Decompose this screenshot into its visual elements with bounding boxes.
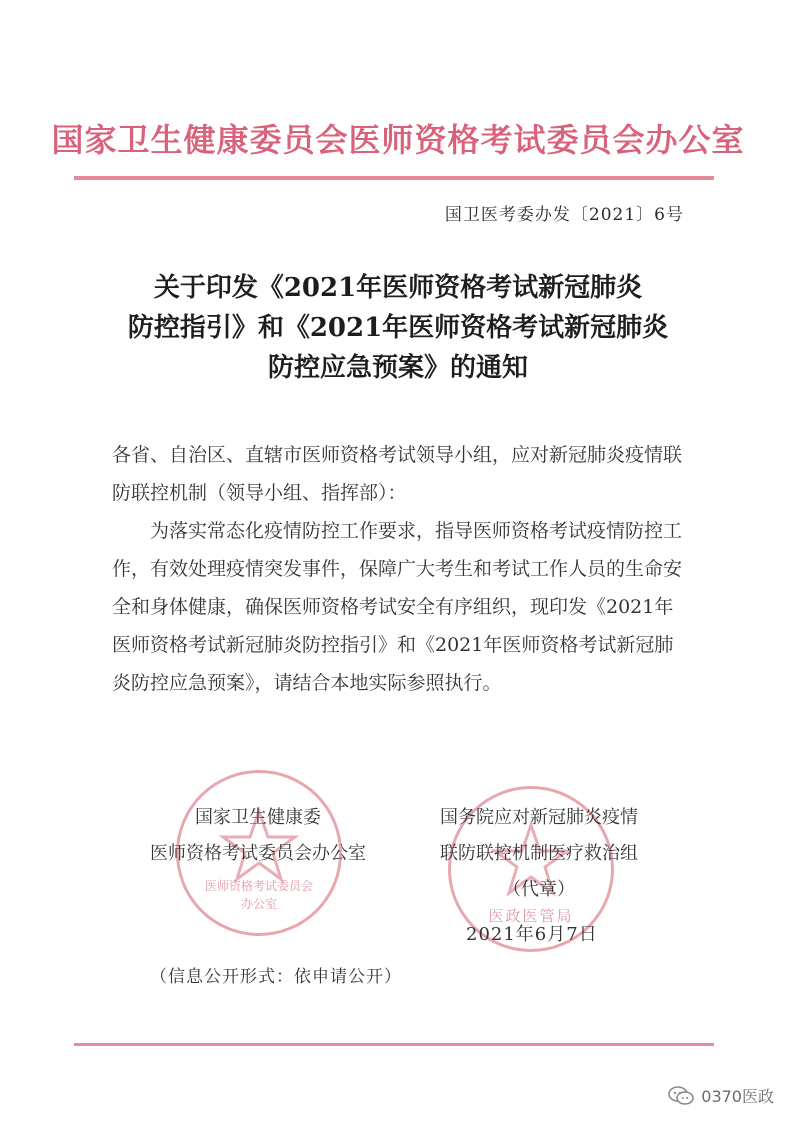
signature-left — [108, 800, 408, 872]
footer-divider — [74, 1043, 714, 1046]
wechat-icon — [667, 1085, 695, 1107]
notice-title-line: 防控应急预案》的通知 — [267, 353, 528, 383]
notice-title-line: 防控指引》和《2021年医师资格考试新冠肺炎 — [127, 313, 669, 343]
notice-title — [96, 268, 700, 388]
seal-text: 医师资格考试委员会 — [204, 879, 313, 893]
notice-title-line: 关于印发《2021年医师资格考试新冠肺炎 — [153, 273, 643, 303]
disclosure-note: （信息公开形式：依申请公开） — [150, 967, 402, 987]
letterhead-divider — [74, 176, 714, 180]
signature-line: 联防联控机制医疗救治组 — [440, 843, 638, 864]
issue-date: 2021年6月7日 — [466, 924, 598, 945]
signature-note: （代章） — [503, 879, 575, 900]
org-letterhead-title: 国家卫生健康委员会医师资格考试委员会办公室 — [51, 121, 745, 159]
watermark-text: 0370医政 — [701, 1087, 774, 1106]
notice-body — [112, 436, 688, 702]
document-number: 国卫医考委办发〔2021〕6号 — [444, 205, 684, 225]
signature-line: 医师资格考试委员会办公室 — [150, 843, 366, 864]
signature-line: 国务院应对新冠肺炎疫情 — [440, 807, 638, 828]
signature-right — [404, 800, 674, 908]
seal-subtext: 办公室 — [240, 897, 277, 911]
signature-line: 国家卫生健康委 — [195, 807, 321, 828]
salutation: 各省、自治区、直辖市医师资格考试领导小组，应对新冠肺炎疫情联防联控机制（领导小组、指挥部）： — [112, 444, 683, 504]
source-watermark — [667, 1084, 774, 1107]
body-paragraph: 为落实常态化疫情防控工作要求，指导医师资格考试疫情防控工作，有效处理疫情突发事件，保障广大考生和考试工作人员的生命安全和身体健康，确保医师资格考试安全有序组织，现印发《2021年医师资格考试新冠肺炎防控指引》和《2021年医师资格考试新冠肺炎防控应急预案》，请结合本地实际参照执行。 — [112, 520, 683, 694]
seal-text: 医政医管局 — [488, 907, 574, 925]
